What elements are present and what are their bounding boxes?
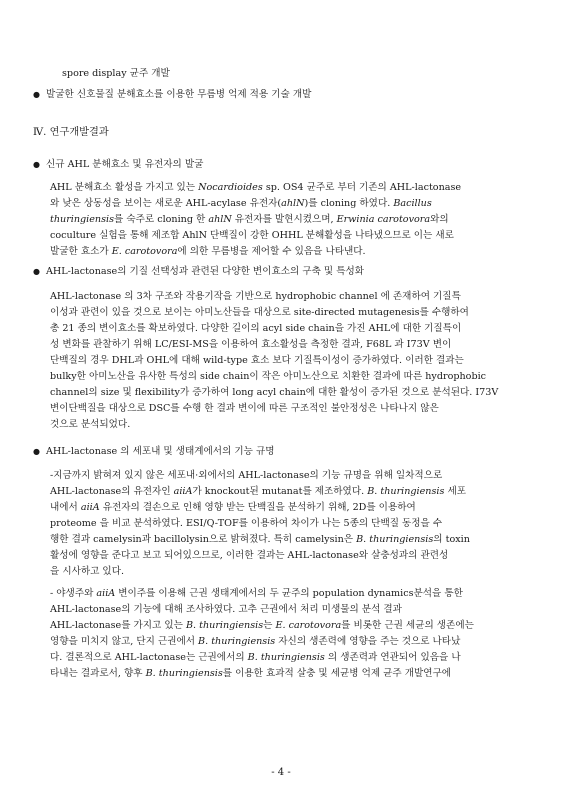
section1-title: 신규 AHL 분해효소 및 유전자의 발굴 <box>46 159 204 170</box>
section2-line: channel의 size 및 flexibility가 증가하여 long acyl chain에 대한 활성이 증가된 것으로 분석된다. I73V <box>50 387 499 398</box>
section3-line: - 야생주와 aiiA 변이주를 이용해 근권 생태계에서의 두 균주의 population dynamics분석을 통한 <box>50 588 463 599</box>
section2-line: 것으로 분석되었다. <box>50 419 131 430</box>
section2-line: 변이단백질을 대상으로 DSC를 수행 한 결과 변이에 따른 구조적인 불안정성은 나타나지 않은 <box>50 403 439 414</box>
section1-line: coculture 실험을 통해 제조합 AhlN 단백질이 강한 OHHL 분해활성을 나타냈으므로 이는 새로 <box>50 230 454 241</box>
section3-line: 영향을 미치지 않고, 단지 근권에서 B. thuringiensis 자신의 생존력에 영향을 주는 것으로 나타났 <box>50 636 461 647</box>
bullet-icon: ● <box>33 447 40 456</box>
section2-line: AHL-lactonase 의 3차 구조와 작용기작을 기반으로 hydrophobic channel 에 존재하여 기질특 <box>50 291 461 302</box>
section1-line: thuringiensis를 숙주로 cloning 한 ahlN 유전자를 발현시켰으며, Erwinia carotovora와의 <box>50 214 449 225</box>
section3-line: proteome 을 비교 분석하였다. ESI/Q-TOF를 이용하여 차이가 나는 5종의 단백질 동정을 수 <box>50 518 443 529</box>
bullet-icon: ● <box>33 160 40 169</box>
section2-line: 총 21 종의 변이효소를 확보하였다. 다양한 길이의 acyl side chain을 가진 AHL에 대한 기질특이 <box>50 323 462 334</box>
section1-line: AHL 분해효소 활성을 가지고 있는 Nocardioides sp. OS4 균주로 부터 기존의 AHL-lactonase <box>50 182 462 193</box>
section3-title: AHL-lactonase 의 세포내 및 생태계에서의 기능 규명 <box>46 446 275 457</box>
section3-line: 다. 결론적으로 AHL-lactonase는 근권에서의 B. thuringiensis 의 생존력과 연관되어 있음을 나 <box>50 652 461 663</box>
section3-line: 타내는 결과로서, 향후 B. thuringiensis를 이용한 효과적 살충 및 세균병 억제 균주 개발연구에 <box>50 668 452 679</box>
section2-line: 단백질의 경우 DHL과 OHL에 대해 wild-type 효소 보다 기질특이성이 증가하였다. 이러한 결과는 <box>50 355 464 366</box>
section3-line: 행한 결과 camelysin과 bacillolysin으로 밝혀졌다. 특히 camelysin은 B. thuringiensis의 toxin <box>50 534 470 545</box>
page-number: - 4 - <box>271 767 291 778</box>
section2-line: 이성과 관련이 있을 것으로 보이는 아미노산들을 대상으로 site-directed mutagenesis를 수행하여 <box>50 307 469 318</box>
section2-line: bulky한 아미노산을 유사한 특성의 side chain이 작은 아미노산으로 치환한 결과에 따른 hydrophobic <box>50 371 487 382</box>
top-bullet-text: 발굴한 신호물질 분해효소를 이용한 무름병 억제 적용 기술 개발 <box>46 89 312 100</box>
section3-line: 을 시사하고 있다. <box>50 566 125 577</box>
section-title: Ⅳ. 연구개발결과 <box>33 127 109 138</box>
section3-line: AHL-lactonase의 기능에 대해 조사하였다. 고추 근권에서 처리 미생물의 분석 결과 <box>50 604 402 615</box>
section2-title: AHL-lactonase의 기질 선택성과 관련된 다양한 변이효소의 구축 및 특성화 <box>46 266 365 277</box>
section3-line: 내에서 aiiA 유전자의 결손으로 인해 영향 받는 단백질을 분석하기 위해, 2D를 이용하여 <box>50 502 416 513</box>
section2-line: 성 변화를 관찰하기 위해 LC/ESI-MS을 이용하여 효소활성을 측정한 결과, F68L 과 I73V 변이 <box>50 339 452 350</box>
section3-line: AHL-lactonase의 유전자인 aiiA가 knockout된 mutanat를 제조하였다. B. thuringiensis 세포 <box>50 486 466 497</box>
section3-line: -지금까지 밝혀져 있지 않은 세포내·외에서의 AHL-lactonase의 기능 규명을 위해 일차적으로 <box>50 470 443 481</box>
section1-line: 발굴한 효소가 E. carotovora에 의한 무름병을 제어할 수 있음을 나타낸다. <box>50 246 366 257</box>
continuation-line: spore display 균주 개발 <box>62 68 170 79</box>
bullet-icon: ● <box>33 90 40 99</box>
bullet-icon: ● <box>33 267 40 276</box>
section1-line: 와 낮은 상동성을 보이는 새로운 AHL-acylase 유전자(ahlN)를 cloning 하였다. Bacillus <box>50 198 432 209</box>
section3-line: 활성에 영향을 준다고 보고 되어있으므로, 이러한 결과는 AHL-lactonase와 살충성과의 관련성 <box>50 550 449 561</box>
section3-line: AHL-lactonase를 가지고 있는 B. thuringiensis는 E. carotovora를 비롯한 근권 세균의 생존에는 <box>50 620 474 631</box>
